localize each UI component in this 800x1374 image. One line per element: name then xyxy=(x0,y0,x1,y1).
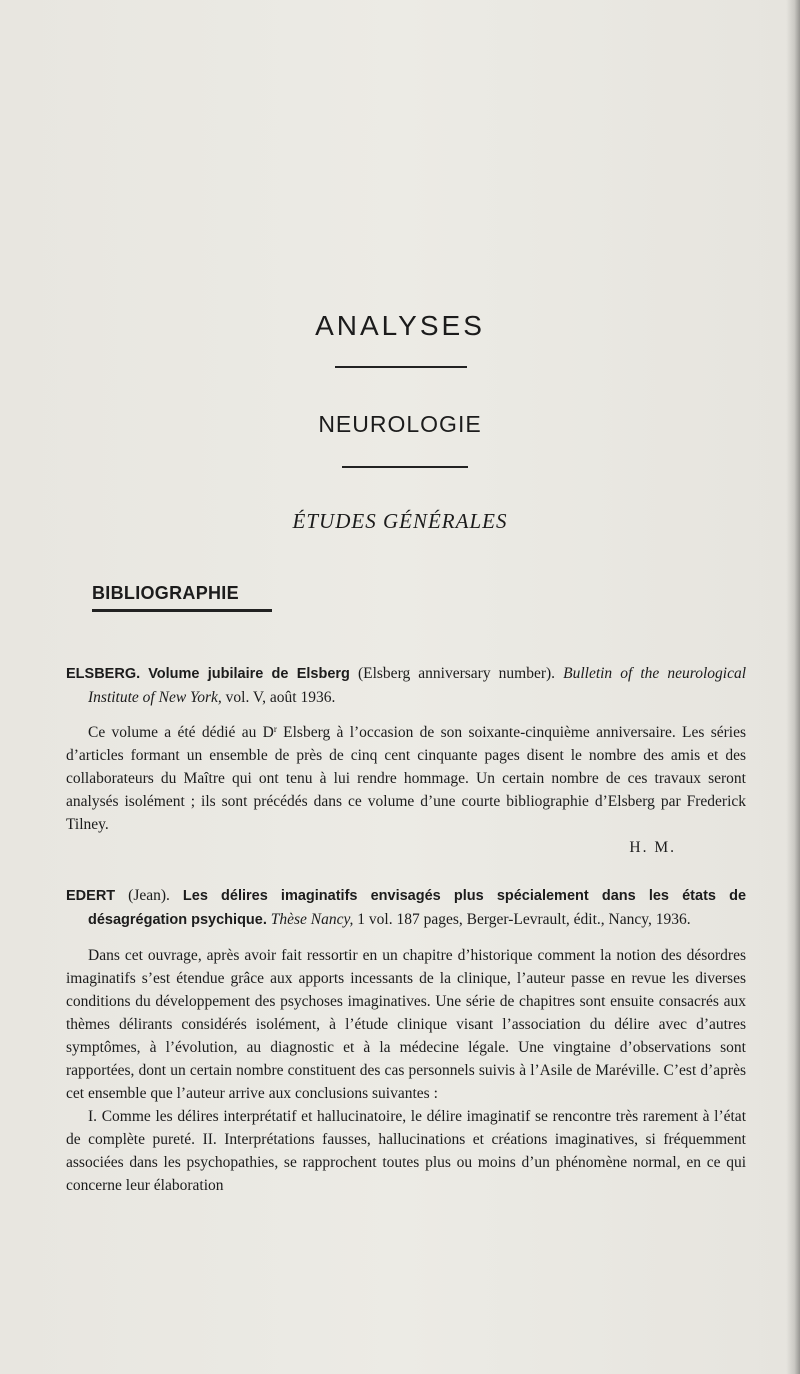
entry-journal: Bulletin of the neurological Institute of New York, xyxy=(88,665,747,706)
entry-body-part2: Elsberg à l’occasion de son soixante-cinquième anniversaire. Les séries d’articles formant un ensemble de près de cinq cent cinquante pages disent le nombre des amis et des collaborateurs du Maître qui ont tenu à lui rendre hommage. Un certain nombre de ces travaux seront analysés isolément ; ils sont précédés dans ce volume d’une courte bibliographie d’Elsberg par Frederick Tilney. xyxy=(66,724,746,833)
heading-rule xyxy=(335,366,467,368)
entry-signature: H. M. xyxy=(629,839,676,856)
entry-body-part1: Ce volume a été dédié au D xyxy=(88,724,274,741)
entry-reference xyxy=(66,662,746,709)
heading-underline xyxy=(92,609,272,612)
entry-author-given: (Jean). xyxy=(128,887,170,904)
entry-reference xyxy=(66,884,746,932)
entry-title: Volume jubilaire de Elsberg xyxy=(148,666,350,682)
section-heading-neurologie: NEUROLOGIE xyxy=(318,411,482,437)
entry-paragraph: Dans cet ouvrage, après avoir fait ressortir en un chapitre d’historique comment la notion des désordres imaginatifs s’est étendue grâce aux apports incessants de la clinique, l’auteur passe en revue les diverses conditions du développement des psychoses imaginatives. Une série de chapitres sont ensuite consacrés aux thèmes délirants considérés isolément, à l’étude clinique visant l’association du délire avec d’autres symptômes, à l’évolution, au diagnostic et à la médecine légale. Une vingtaine d’observations sont rapportées, dont un certain nombre constituent des cas personnels suivis à l’Asile de Maréville. C’est d’après cet ensemble que l’auteur arrive aux conclusions suivantes : xyxy=(66,947,746,1102)
section-heading-analyses: ANALYSES xyxy=(315,310,485,341)
entry-title: Les délires imaginatifs envisagés plus spécialement dans les états de désagrégation psychique. xyxy=(88,888,747,928)
entry-edert xyxy=(66,884,746,1197)
entry-body-sup: r xyxy=(273,724,277,734)
heading-rule xyxy=(342,466,468,468)
entry-ref-rest: (Elsberg anniversary number). xyxy=(357,665,556,682)
entry-elsberg xyxy=(66,662,746,859)
entry-ref-tail: 1 vol. 187 pages, Berger-Levrault, édit., Nancy, 1936. xyxy=(357,911,691,928)
entry-body xyxy=(66,721,746,836)
subsection-heading-etudes-generales: ÉTUDES GÉNÉRALES xyxy=(292,509,508,533)
entry-paragraph: I. Comme les délires interprétatif et hallucinatoire, le délire imaginatif se rencontre très rarement à l’état de complète pureté. II. Interprétations fausses, hallucinations et créations imaginatives, si fréquemment associées dans les psychopathies, se rapprochent toutes plus ou moins d’un phénomène normal, en ce qui concerne leur élaboration xyxy=(66,1108,746,1194)
subsection-heading-bibliographie: BIBLIOGRAPHIE xyxy=(92,583,239,603)
entry-author: EDERT xyxy=(66,888,116,904)
entry-ref-tail: vol. V, août 1936. xyxy=(225,689,336,706)
entry-body xyxy=(66,944,746,1197)
entry-author: ELSBERG. xyxy=(66,666,141,682)
entry-journal: Thèse Nancy, xyxy=(270,911,354,928)
page-edge-shadow xyxy=(786,0,800,1374)
